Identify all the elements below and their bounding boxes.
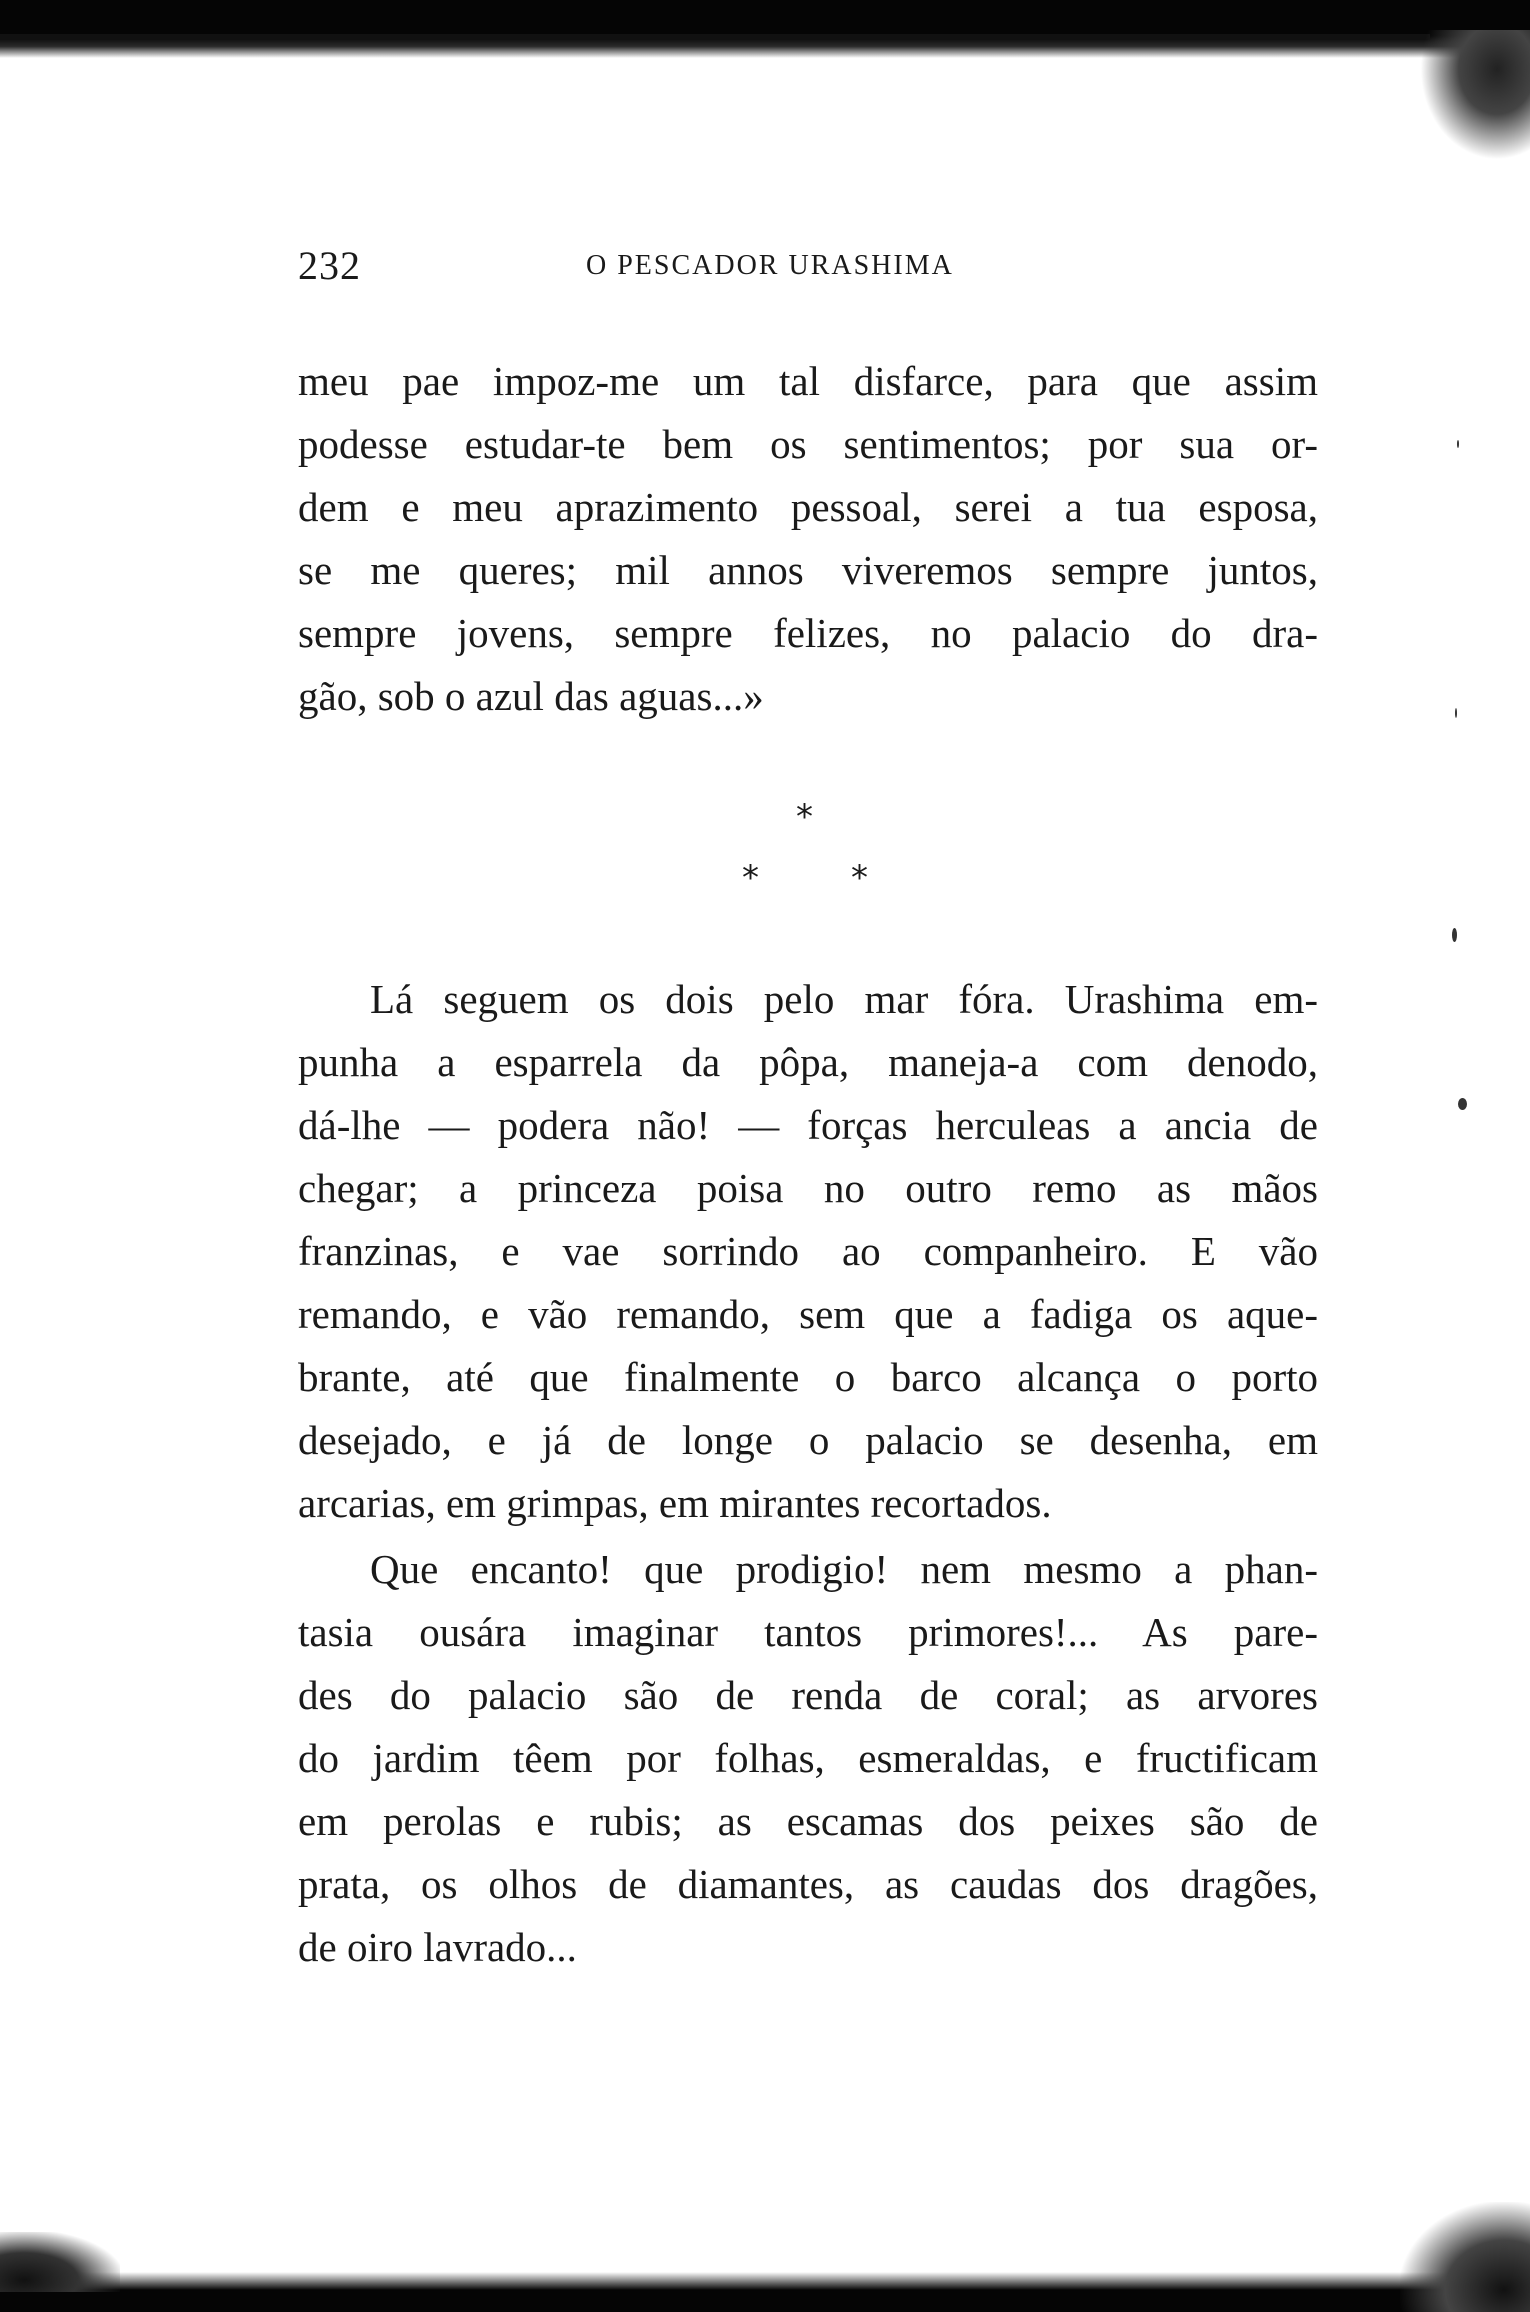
paragraph-1 [298,350,1318,728]
text-line: sempre jovens, sempre felizes, no palacio do dra- [298,610,1318,656]
text-line: Lá seguem os dois pelo mar fóra. Urashima em- [370,976,1318,1022]
text-line: meu pae impoz-me um tal disfarce, para que assim [298,358,1318,404]
scan-artifact-bottom-right [1400,2202,1530,2312]
text-line: em perolas e rubis; as escamas dos peixes são de [298,1798,1318,1844]
paragraph-2 [298,968,1318,1535]
text-line: se me queres; mil annos viveremos sempre juntos, [298,547,1318,593]
text-line: des do palacio são de renda de coral; as arvores [298,1672,1318,1718]
text-line: do jardim têem por folhas, esmeraldas, e fructificam [298,1735,1318,1781]
text-line: gão, sob o azul das aguas...» [298,673,764,719]
scan-artifact-bottom-left [0,2232,120,2292]
text-line: prata, os olhos de diamantes, as caudas dos dragões, [298,1861,1318,1907]
page-header [298,242,1328,292]
scan-edge-top [0,0,1530,58]
scan-edge-top-line [0,34,1430,40]
scan-speck [1452,928,1457,942]
text-line: tasia ousára imaginar tantos primores!... As pare- [298,1609,1318,1655]
text-line: desejado, e já de longe o palacio se desenha, em [298,1417,1318,1463]
scan-speck [1457,440,1459,448]
text-line: punha a esparrela da pôpa, maneja-a com denodo, [298,1039,1318,1085]
text-line: dá-lhe — podera não! — forças herculeas a ancia de [298,1102,1318,1148]
paragraph-3 [298,1538,1318,1979]
text-line: dem e meu aprazimento pessoal, serei a tua esposa, [298,484,1318,530]
scan-artifact-top-right [1420,30,1530,160]
text-line: franzinas, e vae sorrindo ao companheiro. E vão [298,1228,1318,1274]
text-line: chegar; a princeza poisa no outro remo as mãos [298,1165,1318,1211]
text-line: podesse estudar-te bem os sentimentos; por sua or- [298,421,1318,467]
page-number: 232 [298,243,361,288]
text-line: arcarias, em grimpas, em mirantes recortados. [298,1480,1052,1526]
scan-speck [1458,1098,1467,1110]
text-line: Que encanto! que prodigio! nem mesmo a phan- [370,1546,1318,1592]
scan-speck [1455,708,1457,718]
asterism-star: * [742,858,759,898]
asterism-star: * [851,858,868,898]
text-line: de oiro lavrado... [298,1924,577,1970]
asterism-star: * [796,797,813,837]
scan-edge-bottom [0,2272,1530,2312]
text-line: remando, e vão remando, sem que a fadiga os aque- [298,1291,1318,1337]
running-title: O PESCADOR URASHIMA [586,250,954,281]
text-line: brante, até que finalmente o barco alcança o porto [298,1354,1318,1400]
